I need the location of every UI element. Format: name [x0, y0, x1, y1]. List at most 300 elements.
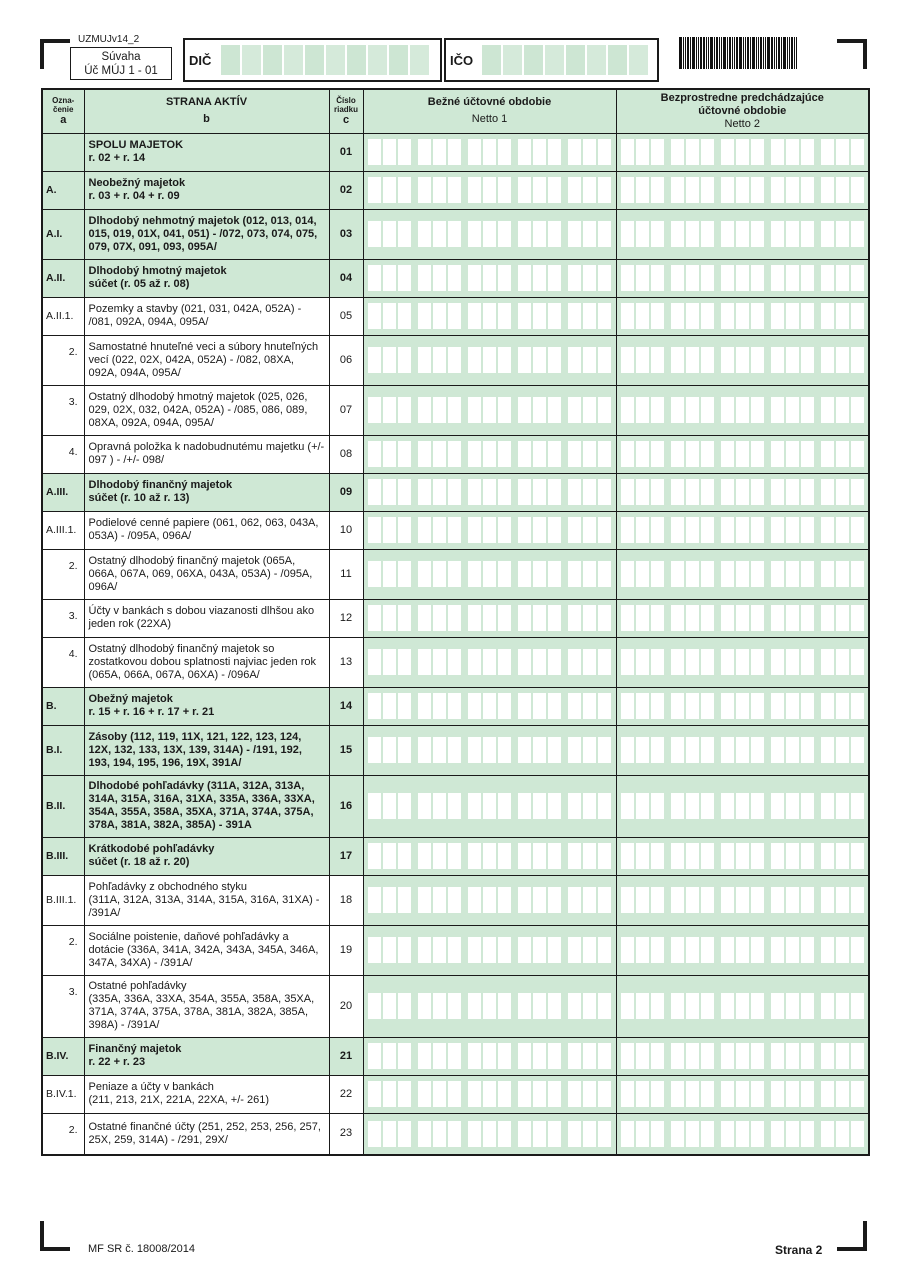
previous-period-digit-boxes[interactable] [617, 517, 869, 543]
digit-box[interactable] [621, 1121, 634, 1147]
digit-box[interactable] [398, 793, 411, 819]
current-period-digit-boxes[interactable] [364, 843, 616, 869]
digit-box[interactable] [801, 139, 814, 165]
digit-box[interactable] [821, 397, 834, 423]
digit-box[interactable] [398, 843, 411, 869]
previous-period-input[interactable] [616, 133, 869, 171]
digit-box[interactable] [483, 303, 496, 329]
digit-box[interactable] [836, 221, 849, 247]
digit-box[interactable] [548, 139, 561, 165]
digit-box[interactable] [383, 843, 396, 869]
digit-box[interactable] [651, 843, 664, 869]
digit-box[interactable] [736, 887, 749, 913]
digit-box[interactable] [433, 347, 446, 373]
digit-box[interactable] [836, 441, 849, 467]
digit-box[interactable] [651, 1043, 664, 1069]
current-period-digit-boxes[interactable] [364, 693, 616, 719]
digit-box[interactable] [851, 303, 864, 329]
digit-box[interactable] [751, 479, 764, 505]
current-period-digit-boxes[interactable] [364, 139, 616, 165]
digit-box[interactable] [801, 1121, 814, 1147]
digit-box[interactable] [533, 347, 546, 373]
digit-box[interactable] [583, 993, 596, 1019]
previous-period-input[interactable] [616, 725, 869, 775]
digit-box[interactable] [786, 843, 799, 869]
current-period-input[interactable] [363, 637, 616, 687]
previous-period-digit-boxes[interactable] [617, 605, 869, 631]
digit-box[interactable] [368, 605, 381, 631]
digit-box[interactable] [636, 993, 649, 1019]
digit-box[interactable] [836, 887, 849, 913]
previous-period-digit-boxes[interactable] [617, 649, 869, 675]
digit-box[interactable] [721, 737, 734, 763]
current-period-digit-boxes[interactable] [364, 561, 616, 587]
digit-box[interactable] [433, 265, 446, 291]
digit-box[interactable] [433, 1043, 446, 1069]
digit-box[interactable] [821, 347, 834, 373]
digit-box[interactable] [836, 737, 849, 763]
digit-box[interactable] [836, 265, 849, 291]
digit-box[interactable] [583, 397, 596, 423]
digit-box[interactable] [598, 517, 611, 543]
dic-input-cells[interactable] [219, 45, 429, 75]
digit-box[interactable] [568, 479, 581, 505]
digit-box[interactable] [448, 693, 461, 719]
digit-box[interactable] [598, 347, 611, 373]
digit-box[interactable] [671, 265, 684, 291]
digit-box[interactable] [686, 441, 699, 467]
digit-box[interactable] [771, 1121, 784, 1147]
digit-box[interactable] [621, 737, 634, 763]
digit-box[interactable] [701, 265, 714, 291]
digit-box[interactable] [736, 649, 749, 675]
digit-box[interactable] [483, 1081, 496, 1107]
digit-box[interactable] [751, 265, 764, 291]
digit-box[interactable] [686, 303, 699, 329]
digit-box[interactable] [368, 1081, 381, 1107]
digit-box[interactable] [398, 1121, 411, 1147]
current-period-digit-boxes[interactable] [364, 221, 616, 247]
digit-box[interactable] [418, 737, 431, 763]
digit-box[interactable] [701, 693, 714, 719]
current-period-digit-boxes[interactable] [364, 887, 616, 913]
digit-box[interactable] [548, 993, 561, 1019]
digit-box[interactable] [398, 693, 411, 719]
current-period-input[interactable] [363, 1113, 616, 1155]
digit-box[interactable] [468, 303, 481, 329]
digit-box[interactable] [433, 1121, 446, 1147]
digit-box[interactable] [701, 347, 714, 373]
digit-box[interactable] [583, 737, 596, 763]
digit-box[interactable] [568, 561, 581, 587]
digit-box[interactable] [651, 737, 664, 763]
digit-box[interactable] [418, 605, 431, 631]
digit-box[interactable] [398, 1081, 411, 1107]
digit-box[interactable] [498, 517, 511, 543]
digit-box[interactable] [751, 693, 764, 719]
digit-box[interactable] [836, 843, 849, 869]
digit-box[interactable] [636, 693, 649, 719]
digit-box[interactable] [533, 793, 546, 819]
digit-box[interactable] [483, 397, 496, 423]
digit-box[interactable] [568, 517, 581, 543]
digit-box[interactable] [418, 1043, 431, 1069]
digit-box[interactable] [498, 993, 511, 1019]
digit-box[interactable] [701, 737, 714, 763]
digit-box[interactable] [751, 887, 764, 913]
digit-box[interactable] [851, 1043, 864, 1069]
digit-box[interactable] [448, 737, 461, 763]
digit-box[interactable] [598, 1121, 611, 1147]
digit-box[interactable] [751, 605, 764, 631]
digit-box[interactable] [851, 993, 864, 1019]
previous-period-input[interactable] [616, 1075, 869, 1113]
digit-box[interactable] [771, 605, 784, 631]
digit-box[interactable] [383, 993, 396, 1019]
previous-period-input[interactable] [616, 297, 869, 335]
current-period-input[interactable] [363, 335, 616, 385]
previous-period-digit-boxes[interactable] [617, 265, 869, 291]
digit-box[interactable] [621, 605, 634, 631]
digit-box[interactable] [418, 993, 431, 1019]
digit-box[interactable] [851, 441, 864, 467]
current-period-input[interactable] [363, 1075, 616, 1113]
digit-box[interactable] [636, 265, 649, 291]
digit-box[interactable] [398, 937, 411, 963]
digit-box[interactable] [568, 843, 581, 869]
digit-box[interactable] [548, 517, 561, 543]
digit-box[interactable] [548, 441, 561, 467]
digit-box[interactable] [533, 441, 546, 467]
digit-box[interactable] [598, 887, 611, 913]
digit-box[interactable] [751, 221, 764, 247]
digit-box[interactable] [821, 937, 834, 963]
digit-box[interactable] [398, 649, 411, 675]
digit-box[interactable] [701, 1081, 714, 1107]
digit-box[interactable] [736, 303, 749, 329]
current-period-input[interactable] [363, 511, 616, 549]
digit-box[interactable] [418, 479, 431, 505]
current-period-digit-boxes[interactable] [364, 649, 616, 675]
digit-box[interactable] [398, 479, 411, 505]
digit-box[interactable] [418, 441, 431, 467]
digit-box[interactable] [368, 1121, 381, 1147]
digit-box[interactable] [398, 737, 411, 763]
digit-box[interactable] [686, 937, 699, 963]
digit-box[interactable] [686, 397, 699, 423]
digit-box[interactable] [483, 517, 496, 543]
digit-box[interactable] [433, 441, 446, 467]
digit-box[interactable] [418, 303, 431, 329]
previous-period-digit-boxes[interactable] [617, 561, 869, 587]
digit-box[interactable] [636, 561, 649, 587]
digit-box[interactable] [398, 517, 411, 543]
digit-box[interactable] [533, 265, 546, 291]
digit-box[interactable] [636, 397, 649, 423]
digit-box[interactable] [468, 843, 481, 869]
current-period-digit-boxes[interactable] [364, 441, 616, 467]
digit-box[interactable] [751, 1043, 764, 1069]
digit-box[interactable] [583, 303, 596, 329]
digit-box[interactable] [433, 397, 446, 423]
digit-box[interactable] [468, 177, 481, 203]
digit-box[interactable] [368, 937, 381, 963]
digit-box[interactable] [836, 605, 849, 631]
digit-box[interactable] [598, 177, 611, 203]
digit-box[interactable] [821, 561, 834, 587]
digit-box[interactable] [621, 649, 634, 675]
digit-box[interactable] [721, 177, 734, 203]
digit-box[interactable] [533, 479, 546, 505]
digit-box[interactable] [498, 265, 511, 291]
digit-box[interactable] [533, 397, 546, 423]
digit-box[interactable] [433, 479, 446, 505]
digit-box[interactable] [548, 303, 561, 329]
digit-box[interactable] [771, 737, 784, 763]
digit-box[interactable] [568, 397, 581, 423]
digit-box[interactable] [398, 993, 411, 1019]
digit-box[interactable] [518, 347, 531, 373]
digit-box[interactable] [771, 221, 784, 247]
digit-box[interactable] [636, 887, 649, 913]
digit-box[interactable] [821, 517, 834, 543]
previous-period-digit-boxes[interactable] [617, 1081, 869, 1107]
digit-box[interactable] [468, 561, 481, 587]
digit-box[interactable] [636, 441, 649, 467]
digit-box[interactable] [836, 479, 849, 505]
digit-box[interactable] [518, 177, 531, 203]
digit-box[interactable] [821, 843, 834, 869]
digit-box[interactable] [621, 347, 634, 373]
digit-box[interactable] [821, 1081, 834, 1107]
digit-box[interactable] [498, 649, 511, 675]
digit-box[interactable] [368, 221, 381, 247]
digit-box[interactable] [383, 139, 396, 165]
previous-period-input[interactable] [616, 1037, 869, 1075]
previous-period-input[interactable] [616, 209, 869, 259]
digit-box[interactable] [568, 265, 581, 291]
digit-box[interactable] [518, 139, 531, 165]
digit-box[interactable] [621, 177, 634, 203]
current-period-digit-boxes[interactable] [364, 479, 616, 505]
digit-box[interactable] [671, 347, 684, 373]
digit-box[interactable] [851, 347, 864, 373]
digit-box[interactable] [821, 887, 834, 913]
digit-box[interactable] [671, 139, 684, 165]
digit-box[interactable] [801, 843, 814, 869]
digit-box[interactable] [498, 397, 511, 423]
digit-box[interactable] [368, 693, 381, 719]
digit-box[interactable] [448, 793, 461, 819]
digit-box[interactable] [518, 397, 531, 423]
digit-box[interactable] [801, 793, 814, 819]
digit-box[interactable] [771, 397, 784, 423]
digit-box[interactable] [671, 693, 684, 719]
digit-box[interactable] [368, 265, 381, 291]
digit-box[interactable] [636, 793, 649, 819]
digit-box[interactable] [651, 265, 664, 291]
digit-box[interactable] [583, 561, 596, 587]
previous-period-input[interactable] [616, 1113, 869, 1155]
digit-box[interactable] [651, 177, 664, 203]
current-period-input[interactable] [363, 775, 616, 837]
digit-box[interactable] [418, 347, 431, 373]
digit-box[interactable] [548, 397, 561, 423]
digit-box[interactable] [468, 605, 481, 631]
previous-period-digit-boxes[interactable] [617, 347, 869, 373]
digit-box[interactable] [636, 937, 649, 963]
digit-box[interactable] [686, 177, 699, 203]
current-period-digit-boxes[interactable] [364, 265, 616, 291]
digit-box[interactable] [483, 265, 496, 291]
digit-box[interactable] [751, 347, 764, 373]
previous-period-input[interactable] [616, 385, 869, 435]
digit-box[interactable] [433, 737, 446, 763]
digit-box[interactable] [721, 649, 734, 675]
digit-box[interactable] [636, 1043, 649, 1069]
digit-box[interactable] [398, 441, 411, 467]
digit-box[interactable] [448, 1081, 461, 1107]
digit-box[interactable] [836, 347, 849, 373]
digit-box[interactable] [771, 1043, 784, 1069]
digit-box[interactable] [468, 937, 481, 963]
digit-box[interactable] [568, 737, 581, 763]
digit-box[interactable] [498, 479, 511, 505]
digit-box[interactable] [368, 303, 381, 329]
digit-box[interactable] [851, 517, 864, 543]
digit-box[interactable] [398, 303, 411, 329]
digit-box[interactable] [418, 397, 431, 423]
digit-box[interactable] [821, 139, 834, 165]
digit-box[interactable] [851, 177, 864, 203]
previous-period-digit-boxes[interactable] [617, 737, 869, 763]
digit-box[interactable] [568, 139, 581, 165]
digit-box[interactable] [671, 303, 684, 329]
digit-box[interactable] [498, 937, 511, 963]
previous-period-digit-boxes[interactable] [617, 441, 869, 467]
digit-box[interactable] [621, 993, 634, 1019]
digit-box[interactable] [636, 479, 649, 505]
digit-box[interactable] [836, 793, 849, 819]
digit-box[interactable] [368, 793, 381, 819]
previous-period-digit-boxes[interactable] [617, 887, 869, 913]
digit-box[interactable] [721, 1081, 734, 1107]
digit-box[interactable] [418, 561, 431, 587]
digit-box[interactable] [498, 1081, 511, 1107]
digit-box[interactable] [418, 1081, 431, 1107]
digit-box[interactable] [751, 303, 764, 329]
digit-box[interactable] [801, 993, 814, 1019]
digit-box[interactable] [686, 887, 699, 913]
digit-box[interactable] [368, 517, 381, 543]
digit-box[interactable] [821, 793, 834, 819]
digit-box[interactable] [418, 221, 431, 247]
digit-box[interactable] [518, 1081, 531, 1107]
digit-box[interactable] [383, 1121, 396, 1147]
digit-box[interactable] [836, 177, 849, 203]
digit-box[interactable] [736, 265, 749, 291]
digit-box[interactable] [736, 397, 749, 423]
digit-box[interactable] [821, 1043, 834, 1069]
digit-box[interactable] [383, 479, 396, 505]
digit-box[interactable] [721, 1121, 734, 1147]
digit-box[interactable] [448, 843, 461, 869]
digit-box[interactable] [786, 221, 799, 247]
digit-box[interactable] [851, 649, 864, 675]
current-period-digit-boxes[interactable] [364, 1043, 616, 1069]
digit-box[interactable] [851, 221, 864, 247]
digit-box[interactable] [583, 441, 596, 467]
digit-box[interactable] [721, 887, 734, 913]
digit-box[interactable] [433, 605, 446, 631]
current-period-digit-boxes[interactable] [364, 605, 616, 631]
current-period-input[interactable] [363, 297, 616, 335]
previous-period-input[interactable] [616, 687, 869, 725]
digit-box[interactable] [801, 265, 814, 291]
digit-box[interactable] [368, 561, 381, 587]
digit-box[interactable] [621, 139, 634, 165]
digit-box[interactable] [686, 479, 699, 505]
digit-box[interactable] [533, 1121, 546, 1147]
digit-box[interactable] [801, 1081, 814, 1107]
digit-box[interactable] [736, 347, 749, 373]
digit-box[interactable] [621, 441, 634, 467]
digit-box[interactable] [448, 517, 461, 543]
digit-box[interactable] [598, 265, 611, 291]
digit-box[interactable] [583, 843, 596, 869]
digit-box[interactable] [598, 561, 611, 587]
digit-box[interactable] [751, 993, 764, 1019]
previous-period-input[interactable] [616, 775, 869, 837]
digit-box[interactable] [433, 887, 446, 913]
digit-box[interactable] [686, 843, 699, 869]
digit-box[interactable] [751, 441, 764, 467]
digit-box[interactable] [686, 1043, 699, 1069]
current-period-input[interactable] [363, 687, 616, 725]
digit-box[interactable] [398, 221, 411, 247]
previous-period-input[interactable] [616, 599, 869, 637]
digit-box[interactable] [498, 221, 511, 247]
digit-box[interactable] [468, 1081, 481, 1107]
digit-box[interactable] [448, 649, 461, 675]
digit-box[interactable] [448, 221, 461, 247]
digit-box[interactable] [598, 479, 611, 505]
digit-box[interactable] [518, 649, 531, 675]
digit-box[interactable] [801, 887, 814, 913]
digit-box[interactable] [721, 397, 734, 423]
digit-box[interactable] [383, 937, 396, 963]
digit-box[interactable] [548, 605, 561, 631]
digit-box[interactable] [701, 517, 714, 543]
digit-box[interactable] [383, 1081, 396, 1107]
digit-box[interactable] [518, 605, 531, 631]
digit-box[interactable] [801, 649, 814, 675]
current-period-digit-boxes[interactable] [364, 937, 616, 963]
digit-box[interactable] [368, 397, 381, 423]
current-period-input[interactable] [363, 1037, 616, 1075]
digit-box[interactable] [651, 397, 664, 423]
digit-box[interactable] [671, 937, 684, 963]
digit-box[interactable] [548, 843, 561, 869]
digit-box[interactable] [786, 441, 799, 467]
previous-period-digit-boxes[interactable] [617, 139, 869, 165]
digit-box[interactable] [651, 221, 664, 247]
digit-box[interactable] [721, 1043, 734, 1069]
digit-box[interactable] [548, 649, 561, 675]
digit-box[interactable] [533, 843, 546, 869]
digit-box[interactable] [721, 517, 734, 543]
digit-box[interactable] [621, 303, 634, 329]
